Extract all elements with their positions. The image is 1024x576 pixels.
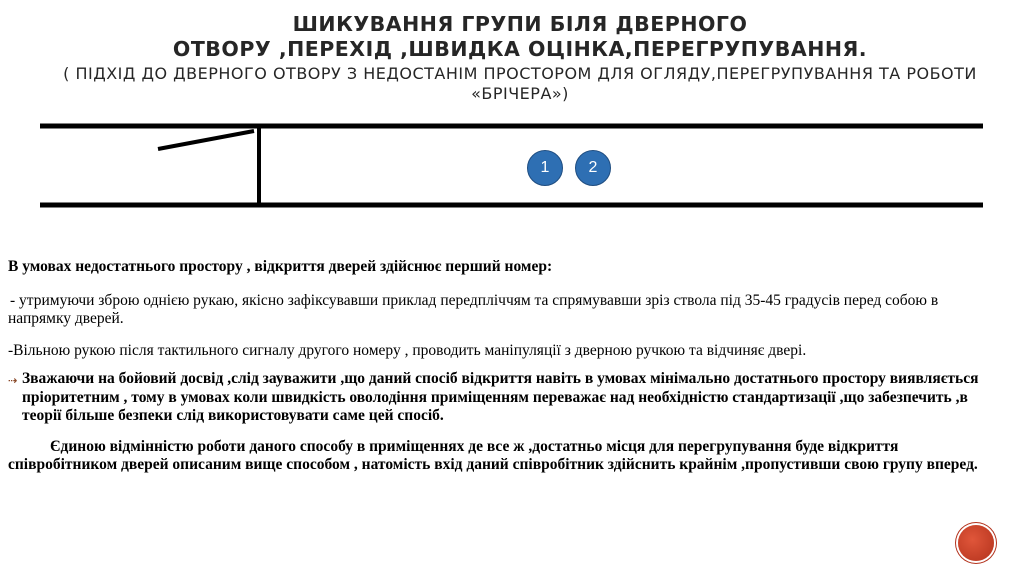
slide-title — [40, 12, 1000, 104]
title-line-1: ШИКУВАННЯ ГРУПИ БІЛЯ ДВЕРНОГО — [292, 12, 748, 36]
decorative-circle-icon — [958, 525, 994, 561]
paragraph-difference: Єдиною відмінністю роботи даного способу в приміщеннях де все ж ,достатньо місця для перегрупування буде відкриття співробітником дверей описаним вище способом , натомість вхід даний співробітник здійснить крайнім ,пропустивши свою групу вперед. — [8, 437, 978, 473]
paragraph-door-open: -Вільною рукою після тактильного сигналу другого номеру , проводить маніпуляції з дверною ручкою та відчиняє двері. — [8, 342, 807, 359]
title-line-2: ОТВОРУ ,ПЕРЕХІД ,ШВИДКА ОЦІНКА,ПЕРЕГРУПУВАННЯ. — [172, 37, 868, 61]
paragraph-combat-note — [8, 370, 998, 426]
combat-note-text: Зважаючи на бойовий досвід ,слід зауважити ,що даний спосіб відкриття навіть в умовах мінімально достатнього простору виявляється пріоритетним , тому в умовах коли швидкість оволодіння приміщенням переважає над необхідністю стандартизації ,що забезпечить ,в теорії більше безпеки слід використовувати саме цей спосіб. — [22, 370, 979, 424]
title-subtitle: ( ПІДХІД ДО ДВЕРНОГО ОТВОРУ З НЕДОСТАНІМ ПРОСТОРОМ ДЛЯ ОГЛЯДУ,ПЕРЕГРУПУВАННЯ ТА РОБОТИ «БРІЧЕРА») — [63, 64, 977, 103]
team-member-2-marker: 2 — [575, 150, 611, 186]
paragraph-weapon-hold: - утримуючи зброю однією рукаю, якісно зафіксувавши приклад передпліччям та спрямувавши зріз ствола під 35-45 градусів перед собою в напрямку дверей. — [8, 292, 939, 327]
paragraph-intro: В умовах недостатнього простору , відкриття дверей здійснює перший номер: — [8, 258, 553, 275]
bullet-icon: ⇢ — [8, 374, 18, 387]
door-leaf — [158, 131, 254, 149]
team-member-1-marker: 1 — [527, 150, 563, 186]
slide-body — [8, 258, 998, 474]
